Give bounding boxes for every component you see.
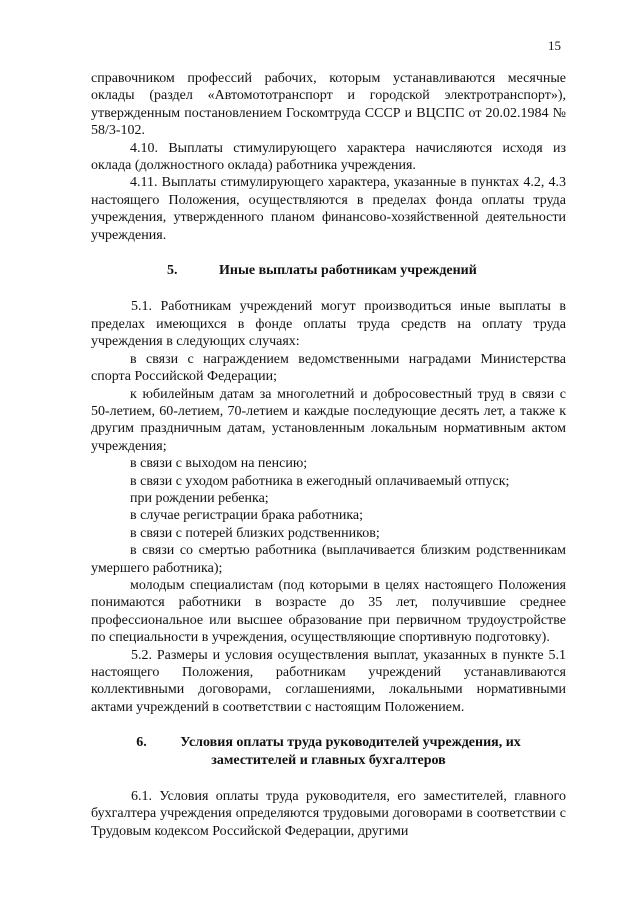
page-number: 15 [548,38,561,53]
list-item: молодым специалистам (под которыми в целях настоящего Положения понимаются работники в возрасте до 35 лет, получившие среднее профессиональное или высшее образование при первичном трудоустройстве по специальности в учреждения, осуществляющие спортивную подготовку). [91,577,566,646]
paragraph: 5.1. Работникам учреждений могут производиться иные выплаты в пределах имеющихся в фонде оплаты труда средств на оплату труда учреждения в следующих случаях: [91,299,566,350]
section-5-heading [91,262,566,279]
section-6-heading [91,734,566,769]
paragraph: 4.10. Выплаты стимулирующего характера начисляются исходя из оклада (должностного оклада) работника учреждения. [91,140,566,174]
list-item: в случае регистрации брака работника; [130,508,364,524]
list-item: в связи с уходом работника в ежегодный оплачиваемый отпуск; [130,473,510,489]
list-item: в связи с награждением ведомственными наградами Министерства спорта Российской Федерации; [91,351,566,385]
section-number: 5. [167,263,178,279]
paragraph: 4.11. Выплаты стимулирующего характера, указанные в пунктах 4.2, 4.3 настоящего Положения, осуществляются в пределах фонда оплаты труда учреждения, утвержденного планом финансово-хозяйственной деятельности учреждения. [91,175,566,243]
section-title: Иные выплаты работникам учреждений [219,263,477,279]
list-item: в связи со смертью работника (выплачивается близким родственникам умершего работника); [91,543,566,576]
paragraph: 6.1. Условия оплаты труда руководителя, его заместителей, главного бухгалтера учреждения определяются трудовыми договорами в соответствии с Трудовым кодексом Российской Федерации, другими [91,789,566,839]
document-body [91,70,566,840]
list-item: в связи с выходом на пенсию; [130,456,308,472]
section-title-line-2: заместителей и главных бухгалтеров [211,752,446,768]
section-number: 6. [136,735,147,751]
paragraph: 5.2. Размеры и условия осуществления выплат, указанных в пункте 5.1 настоящего Положения, работникам учреждений устанавливаются коллективными договорами, соглашениями, локальными нормативными актами учреждений в соответствии с настоящим Положением. [91,647,566,715]
list-item: в связи с потерей близких родственников; [130,525,380,541]
list-item: при рождении ребенка; [130,490,269,506]
section-title-line-1: Условия оплаты труда руководителей учреждения, их [180,735,521,751]
paragraph: справочником профессий рабочих, которым устанавливаются месячные оклады (раздел «Автомототранспорт и городской электротранспорт»), утвержденным постановлением Госкомтруда СССР и ВЦСПС от 20.02.1984 № 58/3-102. [91,71,566,139]
list-item: к юбилейным датам за многолетний и добросовестный труд в связи с 50-летием, 60-летием, 70-летием и каждые последующие десять лет, а также к другим праздничным датам, установленным локальным нормативным актом учреждения; [91,386,566,454]
